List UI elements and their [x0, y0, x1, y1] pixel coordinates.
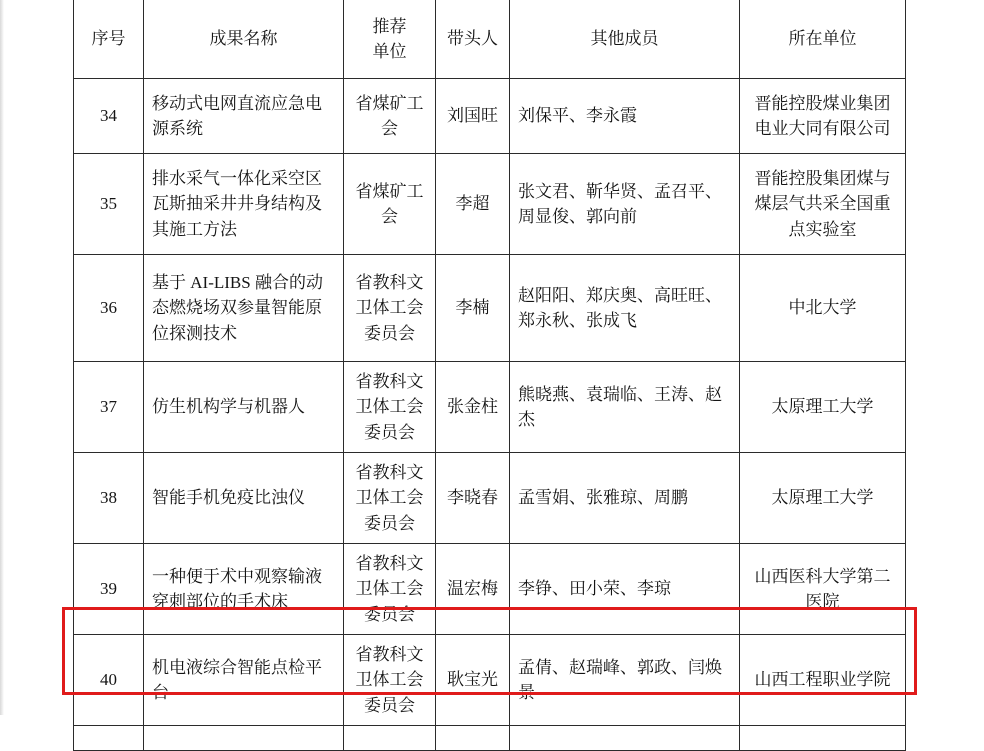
cell-no: 40 [74, 635, 144, 726]
cell-members: 李铮、田小荣、李琼 [510, 544, 740, 635]
cell-org: 山西工程职业学院 [740, 635, 906, 726]
cell-no: 35 [74, 154, 144, 255]
page-left-margin [0, 0, 73, 715]
cell-org: 太原理工大学 [740, 362, 906, 453]
cell-no: 36 [74, 255, 144, 362]
table-row [74, 255, 906, 362]
cell-unit: 省教科文卫体工会委员会 [344, 362, 436, 453]
cell-unit: 省煤矿工会 [344, 154, 436, 255]
header-cell-leader: 带头人 [436, 0, 510, 79]
cell-unit: 省教科文卫体工会委员会 [344, 255, 436, 362]
page-edge-shadow [0, 0, 4, 715]
cell-org: 中北大学 [740, 255, 906, 362]
cell-unit: 省教科文卫体工会委员会 [344, 544, 436, 635]
cell-leader: 李晓春 [436, 453, 510, 544]
header-cell-no: 序号 [74, 0, 144, 79]
table-row [74, 453, 906, 544]
cell-name: 排水采气一体化采空区瓦斯抽采井井身结构及其施工方法 [144, 154, 344, 255]
table-row [74, 154, 906, 255]
cell-members: 孟倩、赵瑞峰、郭政、闫焕景 [510, 635, 740, 726]
table-body [74, 79, 906, 751]
cell-leader [436, 726, 510, 751]
cell-members: 熊晓燕、袁瑞临、王涛、赵杰 [510, 362, 740, 453]
cell-name: 机电液综合智能点检平台 [144, 635, 344, 726]
header-cell-org: 所在单位 [740, 0, 906, 79]
header-unit-line2: 单位 [372, 42, 407, 61]
table-row [74, 79, 906, 154]
cell-members: 赵阳阳、郑庆奥、高旺旺、郑永秋、张成飞 [510, 255, 740, 362]
header-unit-line1: 推荐 [372, 16, 407, 36]
cell-members: 张文君、靳华贤、孟召平、周显俊、郭向前 [510, 154, 740, 255]
cell-leader: 刘国旺 [436, 79, 510, 154]
cell-org: 晋能控股煤业集团电业大同有限公司 [740, 79, 906, 154]
cell-members: 刘保平、李永霞 [510, 79, 740, 154]
cell-name: 基于 AI-LIBS 融合的动态燃烧场双参量智能原位探测技术 [144, 255, 344, 362]
cell-unit [344, 726, 436, 751]
cell-leader: 李超 [436, 154, 510, 255]
table-row-partial [74, 726, 906, 751]
cell-name: 仿生机构学与机器人 [144, 362, 344, 453]
cell-no: 38 [74, 453, 144, 544]
cell-org: 太原理工大学 [740, 453, 906, 544]
header-cell-unit [344, 0, 436, 79]
cell-leader: 李楠 [436, 255, 510, 362]
table-row [74, 544, 906, 635]
cell-leader: 温宏梅 [436, 544, 510, 635]
cell-unit: 省煤矿工会 [344, 79, 436, 154]
cell-members: 孟雪娟、张雅琼、周鹏 [510, 453, 740, 544]
table-header-row [74, 0, 906, 79]
cell-org: 山西医科大学第二医院 [740, 544, 906, 635]
results-table [73, 0, 906, 751]
header-cell-members: 其他成员 [510, 0, 740, 79]
cell-members [510, 726, 740, 751]
cell-org [740, 726, 906, 751]
results-table-container [73, 0, 905, 751]
cell-no [74, 726, 144, 751]
table-row-highlighted [74, 635, 906, 726]
page-right-margin [905, 0, 984, 715]
cell-leader: 耿宝光 [436, 635, 510, 726]
cell-org: 晋能控股集团煤与煤层气共采全国重点实验室 [740, 154, 906, 255]
cell-name: 移动式电网直流应急电源系统 [144, 79, 344, 154]
cell-name [144, 726, 344, 751]
cell-name: 一种便于术中观察输液穿刺部位的手术床 [144, 544, 344, 635]
table-row [74, 362, 906, 453]
cell-unit: 省教科文卫体工会委员会 [344, 453, 436, 544]
cell-no: 34 [74, 79, 144, 154]
cell-name: 智能手机免疫比浊仪 [144, 453, 344, 544]
header-cell-name: 成果名称 [144, 0, 344, 79]
cell-no: 39 [74, 544, 144, 635]
cell-unit: 省教科文卫体工会委员会 [344, 635, 436, 726]
cell-no: 37 [74, 362, 144, 453]
cell-leader: 张金柱 [436, 362, 510, 453]
